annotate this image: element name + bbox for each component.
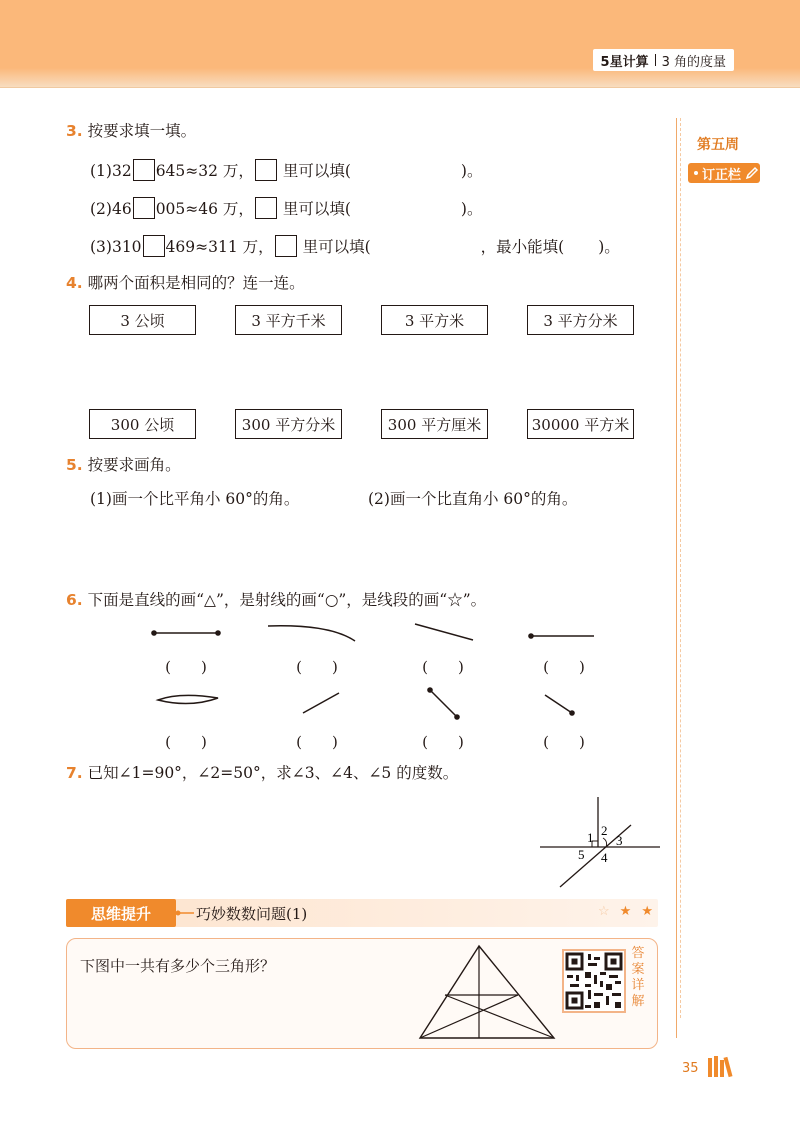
pencil-icon xyxy=(745,166,759,180)
figure-segment-1 xyxy=(151,630,221,636)
q7-title-text: 已知∠1=90°，∠2=50°，求∠3、∠4、∠5 的度数。 xyxy=(87,764,459,782)
area-card-bottom-2[interactable]: 300 平方分米 xyxy=(235,409,342,439)
q6-number: 6. xyxy=(66,591,83,609)
figure-line-2 xyxy=(303,693,339,713)
angle-label-3: 3 xyxy=(616,833,623,848)
q3-1-part-a: (1)32 xyxy=(90,162,132,180)
q6-title xyxy=(66,590,486,610)
q6-answer-3[interactable]: ( ) xyxy=(422,658,464,676)
series-name: 5星计算 xyxy=(600,54,649,70)
answer-detail-label[interactable]: 答案详解 xyxy=(631,946,645,1009)
difficulty-stars xyxy=(598,904,653,919)
margin-line xyxy=(676,118,677,1038)
q5-part-b: (2)画一个比直角小 60°的角。 xyxy=(368,490,578,508)
connector-icon xyxy=(174,908,194,918)
q3-3-part-a: (3)310 xyxy=(90,238,142,256)
q3-item-3 xyxy=(90,235,620,257)
digit-box[interactable] xyxy=(255,159,277,181)
area-card-top-3[interactable]: 3 平方米 xyxy=(381,305,488,335)
qr-code[interactable] xyxy=(562,949,626,1013)
q5-title-text: 按要求画角。 xyxy=(87,456,181,474)
q7-number: 7. xyxy=(66,764,83,782)
divider xyxy=(655,54,656,66)
q3-1-part-b: 645≈32 万， xyxy=(155,162,254,180)
q6-answer-8[interactable]: ( ) xyxy=(543,733,585,751)
week-label: 第五周 xyxy=(697,137,739,153)
correction-text: 订正栏 xyxy=(702,167,742,183)
puzzle-question: 下图中一共有多少个三角形？ xyxy=(80,957,276,975)
area-card-top-4[interactable]: 3 平方分米 xyxy=(527,305,634,335)
q4-title-text: 哪两个面积是相同的？连一连。 xyxy=(87,274,305,292)
q3-1-part-d: )。 xyxy=(460,162,483,180)
books-icon xyxy=(706,1054,738,1078)
q3-2-part-a: (2)46 xyxy=(90,200,132,218)
chapter-tag xyxy=(593,49,734,71)
area-card-bottom-1[interactable]: 300 公顷 xyxy=(89,409,196,439)
q6-answer-4[interactable]: ( ) xyxy=(543,658,585,676)
q6-title-text: 下面是直线的画“△”，是射线的画“○”，是线段的画“☆”。 xyxy=(87,591,487,609)
star-icon: ★ xyxy=(641,904,653,919)
figure-curve-2 xyxy=(158,695,218,703)
area-card-bottom-4[interactable]: 30000 平方米 xyxy=(527,409,634,439)
digit-box[interactable] xyxy=(255,197,277,219)
q6-answer-7[interactable]: ( ) xyxy=(422,733,464,751)
q3-title-text: 按要求填一填。 xyxy=(87,122,197,140)
figure-segment-2 xyxy=(427,687,460,720)
digit-box[interactable] xyxy=(143,235,165,257)
q5-number: 5. xyxy=(66,456,83,474)
q4-title xyxy=(66,273,305,293)
page-number: 35 xyxy=(682,1061,699,1076)
q6-answer-5[interactable]: ( ) xyxy=(165,733,207,751)
chapter-name: 3 角的度量 xyxy=(661,54,726,70)
section-title: 巧妙数数问题(1) xyxy=(196,905,308,923)
figure-ray-2 xyxy=(545,695,575,716)
q3-3-part-e: )。 xyxy=(598,238,620,256)
figure-curve-1 xyxy=(268,626,355,641)
digit-box[interactable] xyxy=(133,197,155,219)
q5-title xyxy=(66,455,181,475)
area-card-top-2[interactable]: 3 平方千米 xyxy=(235,305,342,335)
angle-label-4: 4 xyxy=(601,850,608,865)
area-card-bottom-3[interactable]: 300 平方厘米 xyxy=(381,409,488,439)
star-icon: ☆ xyxy=(598,904,610,919)
qr-code-icon xyxy=(564,951,624,1011)
q6-answer-2[interactable]: ( ) xyxy=(296,658,338,676)
q7-title xyxy=(66,763,458,783)
q3-item-1 xyxy=(90,159,482,181)
angle-label-2: 2 xyxy=(601,823,608,838)
q3-2-part-b: 005≈46 万， xyxy=(155,200,254,218)
angle-label-5: 5 xyxy=(578,847,585,862)
q6-answer-6[interactable]: ( ) xyxy=(296,733,338,751)
angle-label-1: 1 xyxy=(587,830,594,845)
digit-box[interactable] xyxy=(133,159,155,181)
digit-box[interactable] xyxy=(275,235,297,257)
star-icon: ★ xyxy=(619,904,632,919)
figure-ray-1 xyxy=(528,633,594,639)
q6-answer-1[interactable]: ( ) xyxy=(165,658,207,676)
q3-2-part-c: 里可以填( xyxy=(282,200,351,218)
triangle-figure xyxy=(418,943,558,1043)
q4-number: 4. xyxy=(66,274,83,292)
q3-item-2 xyxy=(90,197,482,219)
q3-1-part-c: 里可以填( xyxy=(282,162,351,180)
figure-line-1 xyxy=(415,624,473,640)
q3-2-part-d: )。 xyxy=(460,200,483,218)
q3-number: 3. xyxy=(66,122,83,140)
q5-part-a: (1)画一个比平角小 60°的角。 xyxy=(90,490,300,508)
margin-dotted-line xyxy=(680,118,681,1018)
q3-title xyxy=(66,121,196,141)
section-tag: 思维提升 xyxy=(66,899,176,927)
area-card-top-1[interactable]: 3 公顷 xyxy=(89,305,196,335)
q3-3-part-d: ，最小能填( xyxy=(480,238,565,256)
q3-3-part-c: 里可以填( xyxy=(302,238,371,256)
bullet-dot xyxy=(694,171,698,175)
header-band xyxy=(0,0,800,88)
correction-label xyxy=(688,163,760,183)
q3-3-part-b: 469≈311 万， xyxy=(165,238,274,256)
angle-diagram xyxy=(540,795,665,890)
